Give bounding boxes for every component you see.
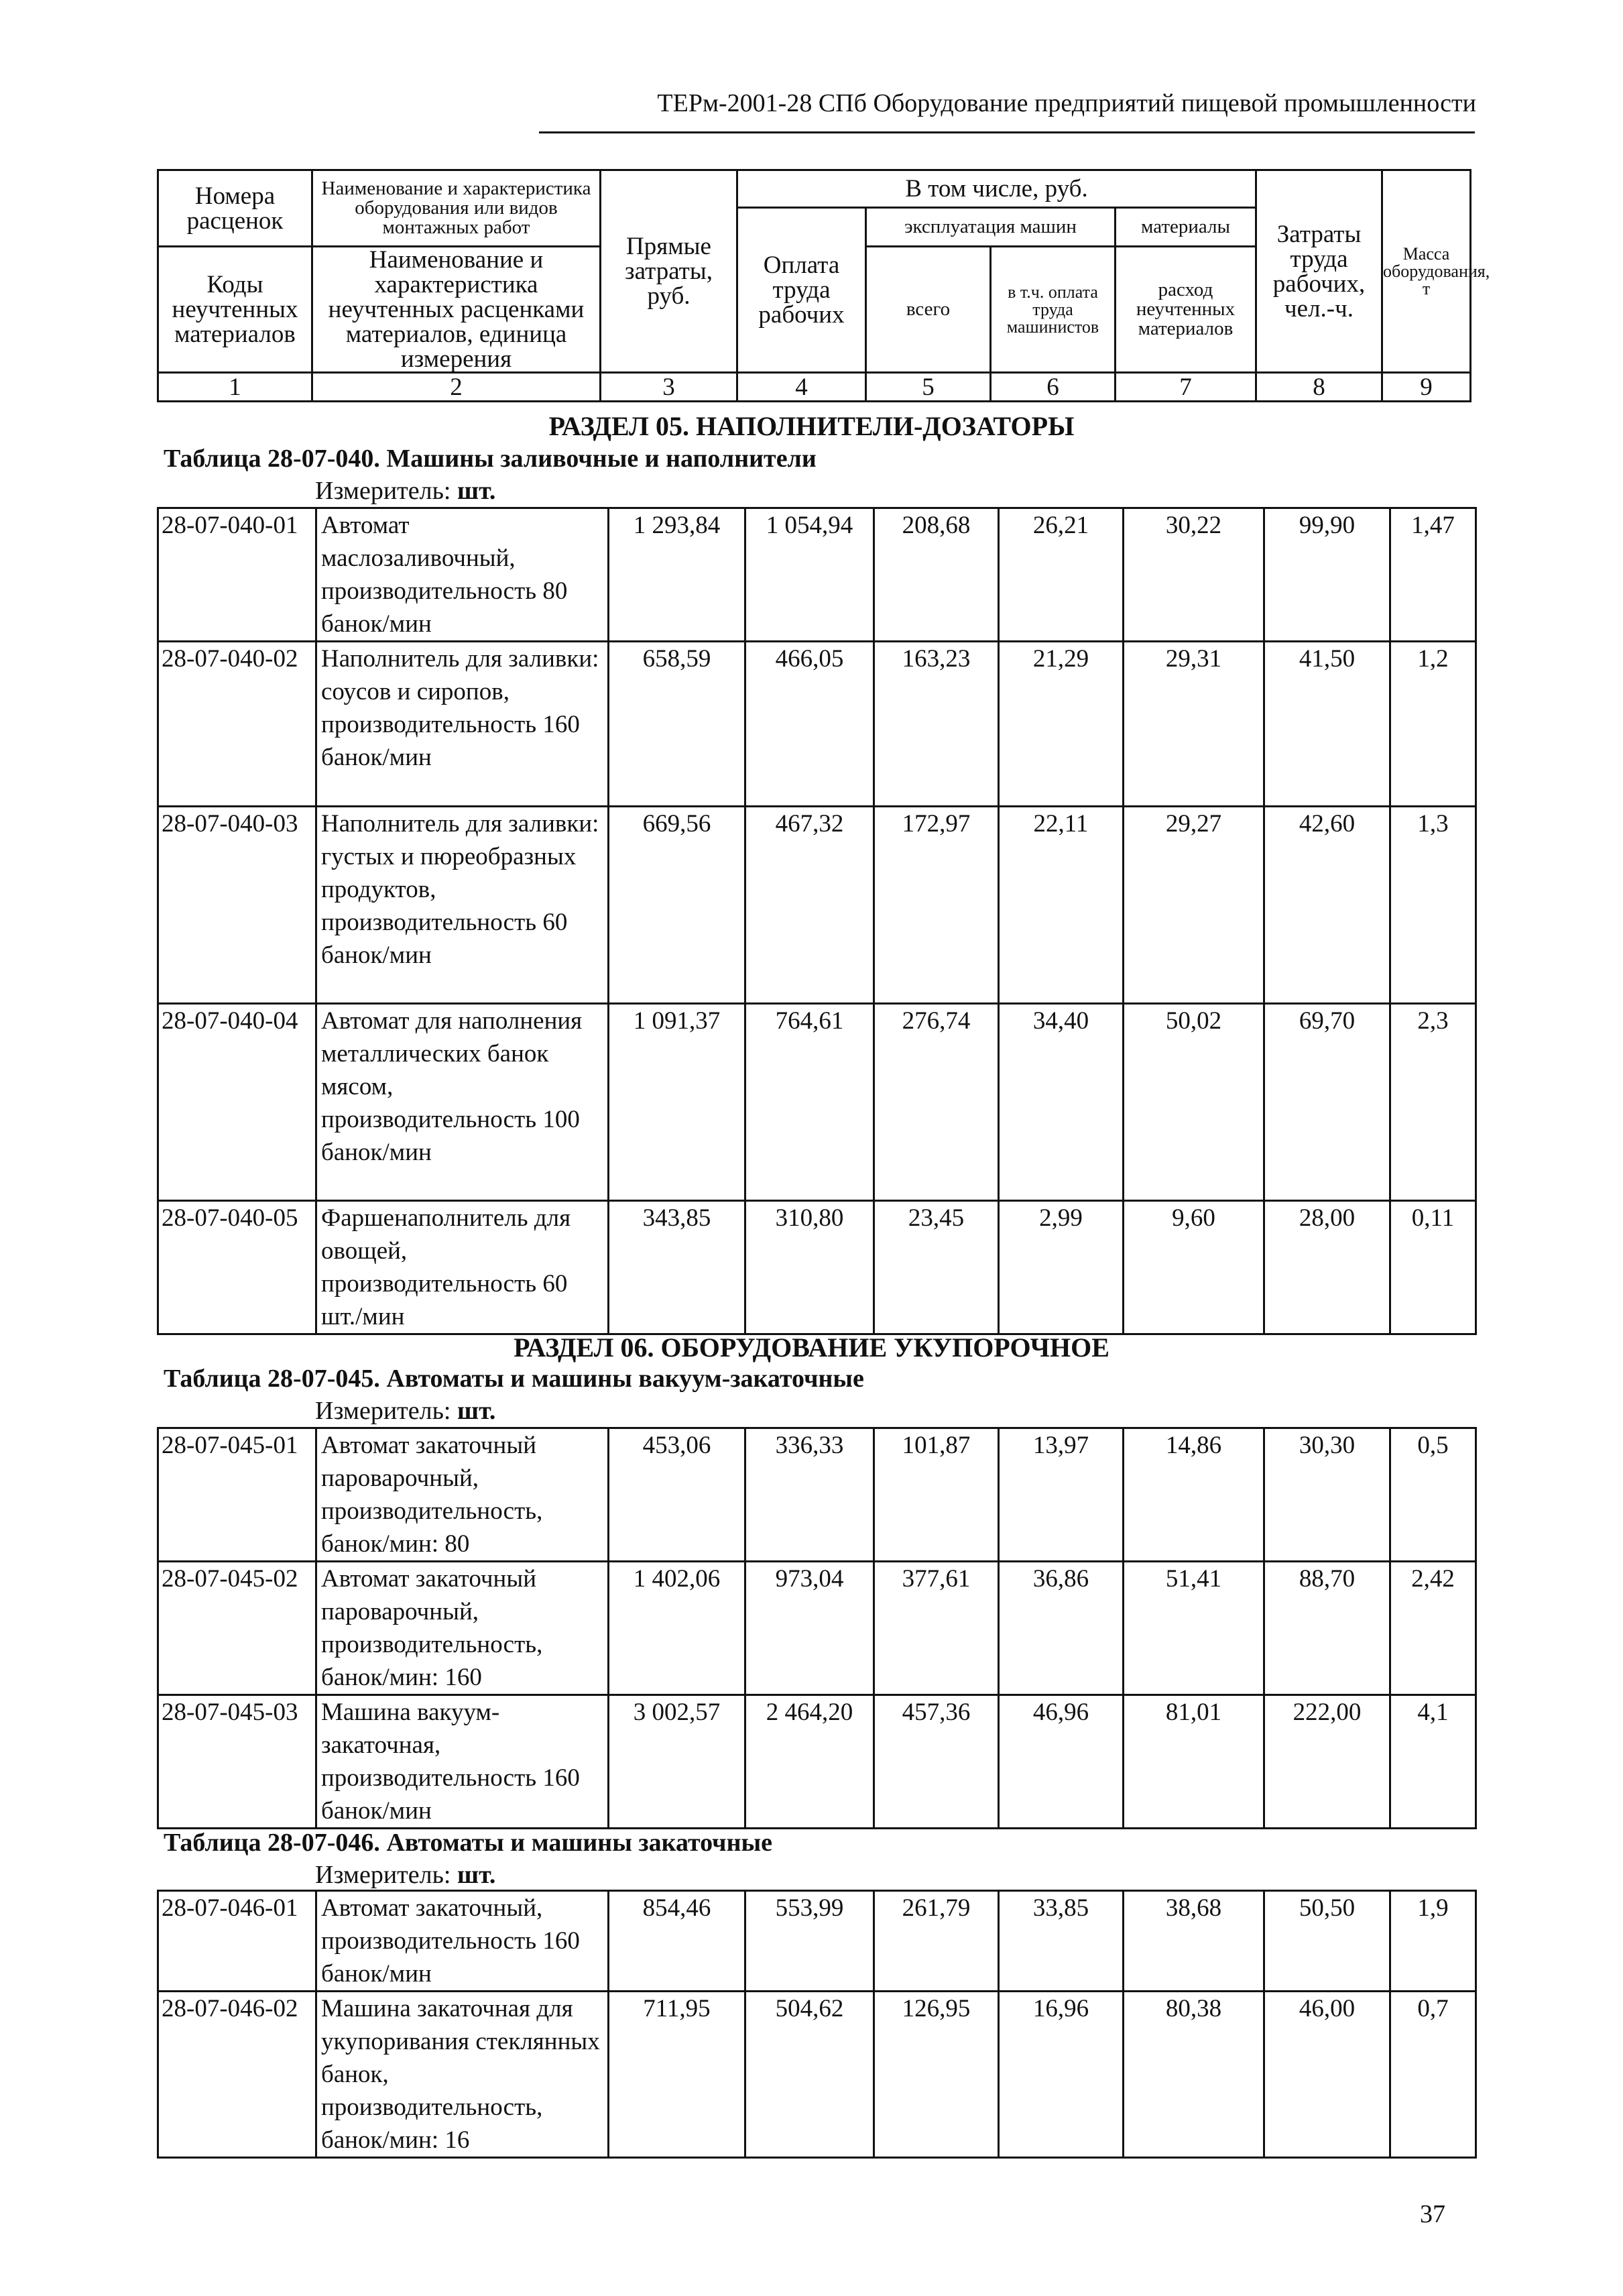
header-rule <box>539 131 1475 133</box>
section-title: РАЗДЕЛ 06. ОБОРУДОВАНИЕ УКУПОРОЧНОЕ <box>514 1332 1109 1363</box>
column-number: 4 <box>737 373 866 402</box>
direct-costs: 343,85 <box>609 1201 745 1334</box>
labor-pay: 336,33 <box>745 1428 874 1562</box>
rate-code: 28-07-046-01 <box>158 1891 316 1992</box>
machinist-pay: 21,29 <box>999 642 1124 807</box>
machine-total: 457,36 <box>874 1695 999 1829</box>
direct-costs: 1 293,84 <box>609 508 745 642</box>
table-row <box>158 807 1476 1004</box>
rate-code: 28-07-040-02 <box>158 642 316 807</box>
materials: 80,38 <box>1124 1992 1264 2158</box>
header-direct-costs: Прямые затраты, руб. <box>601 170 737 373</box>
machinist-pay: 22,11 <box>999 807 1124 1004</box>
rate-code: 28-07-045-03 <box>158 1695 316 1829</box>
machine-total: 101,87 <box>874 1428 999 1562</box>
labor-hours: 69,70 <box>1264 1004 1390 1201</box>
header-work-name: Наименование и характеристика оборудования или видов монтажных работ <box>312 170 601 247</box>
column-number: 5 <box>866 373 991 402</box>
machine-total: 172,97 <box>874 807 999 1004</box>
header-unaccounted-codes: Коды неучтенных материалов <box>158 247 312 373</box>
table-row <box>158 1562 1476 1695</box>
labor-pay: 466,05 <box>745 642 874 807</box>
labor-pay: 504,62 <box>745 1992 874 2158</box>
materials: 30,22 <box>1124 508 1264 642</box>
header-labor-pay: Оплата труда рабочих <box>737 208 866 373</box>
labor-hours: 222,00 <box>1264 1695 1390 1829</box>
header-machine-ops: эксплуатация машин <box>866 208 1116 247</box>
machine-total: 276,74 <box>874 1004 999 1201</box>
labor-pay: 973,04 <box>745 1562 874 1695</box>
machinist-pay: 26,21 <box>999 508 1124 642</box>
column-number: 1 <box>158 373 312 402</box>
rate-code: 28-07-040-03 <box>158 807 316 1004</box>
rate-code: 28-07-040-01 <box>158 508 316 642</box>
labor-pay: 2 464,20 <box>745 1695 874 1829</box>
labor-pay: 467,32 <box>745 807 874 1004</box>
equipment-mass: 0,5 <box>1390 1428 1476 1562</box>
direct-costs: 1 091,37 <box>609 1004 745 1201</box>
table-row <box>158 1201 1476 1334</box>
direct-costs: 669,56 <box>609 807 745 1004</box>
labor-pay: 1 054,94 <box>745 508 874 642</box>
table-row <box>158 1428 1476 1562</box>
header-materials-usage: расход неучтенных материалов <box>1116 247 1256 373</box>
machinist-pay: 16,96 <box>999 1992 1124 2158</box>
equipment-mass: 4,1 <box>1390 1695 1476 1829</box>
materials: 14,86 <box>1124 1428 1264 1562</box>
column-number: 3 <box>601 373 737 402</box>
machine-total: 377,61 <box>874 1562 999 1695</box>
materials: 38,68 <box>1124 1891 1264 1992</box>
rates-table-28-07-046 <box>157 1890 1477 2159</box>
labor-hours: 99,90 <box>1264 508 1390 642</box>
machinist-pay: 46,96 <box>999 1695 1124 1829</box>
equipment-mass: 1,9 <box>1390 1891 1476 1992</box>
table-row <box>158 508 1476 642</box>
machinist-pay: 36,86 <box>999 1562 1124 1695</box>
machine-total: 23,45 <box>874 1201 999 1334</box>
header-machine-total: всего <box>866 247 991 373</box>
header-labor-hours: Затраты труда рабочих, чел.-ч. <box>1256 170 1382 373</box>
labor-hours: 41,50 <box>1264 642 1390 807</box>
labor-hours: 50,50 <box>1264 1891 1390 1992</box>
equipment-mass: 2,3 <box>1390 1004 1476 1201</box>
column-number: 6 <box>991 373 1116 402</box>
section-title: РАЗДЕЛ 05. НАПОЛНИТЕЛИ-ДОЗАТОРЫ <box>548 411 1075 441</box>
materials: 9,60 <box>1124 1201 1264 1334</box>
column-number: 7 <box>1116 373 1256 402</box>
direct-costs: 854,46 <box>609 1891 745 1992</box>
equipment-mass: 0,7 <box>1390 1992 1476 2158</box>
direct-costs: 658,59 <box>609 642 745 807</box>
table-title: Таблица 28-07-040. Машины заливочные и наполнители <box>164 445 817 473</box>
rate-name: Автомат закаточный, производительность 160 банок/мин <box>316 1891 609 1992</box>
rate-name: Автомат закаточный пароварочный, производительность, банок/мин: 160 <box>316 1562 609 1695</box>
equipment-mass: 0,11 <box>1390 1201 1476 1334</box>
labor-hours: 42,60 <box>1264 807 1390 1004</box>
rate-code: 28-07-045-02 <box>158 1562 316 1695</box>
direct-costs: 711,95 <box>609 1992 745 2158</box>
machinist-pay: 33,85 <box>999 1891 1124 1992</box>
direct-costs: 1 402,06 <box>609 1562 745 1695</box>
materials: 29,31 <box>1124 642 1264 807</box>
machine-total: 163,23 <box>874 642 999 807</box>
header-equipment-mass: Масса оборудования, т <box>1382 170 1471 373</box>
unit-line: Измеритель: шт. <box>315 477 496 505</box>
rate-name: Автомат для наполнения металлических банок мясом, производительность 100 банок/мин <box>316 1004 609 1201</box>
column-number: 2 <box>312 373 601 402</box>
direct-costs: 453,06 <box>609 1428 745 1562</box>
rates-table-28-07-045 <box>157 1427 1477 1829</box>
rate-name: Машина закаточная для укупоривания стеклянных банок, производительность, банок/мин: 16 <box>316 1992 609 2158</box>
rate-name: Наполнитель для заливки: соусов и сиропов, производительность 160 банок/мин <box>316 642 609 807</box>
labor-hours: 46,00 <box>1264 1992 1390 2158</box>
rate-name: Наполнитель для заливки: густых и пюреобразных продуктов, производительность 60 банок/мин <box>316 807 609 1004</box>
materials: 81,01 <box>1124 1695 1264 1829</box>
table-row <box>158 1004 1476 1201</box>
rate-code: 28-07-045-01 <box>158 1428 316 1562</box>
rate-code: 28-07-040-04 <box>158 1004 316 1201</box>
table-row <box>158 1695 1476 1829</box>
column-number: 8 <box>1256 373 1382 402</box>
table-title: Таблица 28-07-045. Автоматы и машины вакуум-закаточные <box>164 1365 864 1393</box>
materials: 51,41 <box>1124 1562 1264 1695</box>
labor-hours: 88,70 <box>1264 1562 1390 1695</box>
machinist-pay: 2,99 <box>999 1201 1124 1334</box>
materials: 29,27 <box>1124 807 1264 1004</box>
labor-hours: 28,00 <box>1264 1201 1390 1334</box>
rate-name: Автомат закаточный пароварочный, производительность, банок/мин: 80 <box>316 1428 609 1562</box>
direct-costs: 3 002,57 <box>609 1695 745 1829</box>
rate-code: 28-07-040-05 <box>158 1201 316 1334</box>
column-header-table <box>157 169 1490 402</box>
column-number-row <box>158 373 1471 402</box>
rate-name: Машина вакуум-закаточная, производительность 160 банок/мин <box>316 1695 609 1829</box>
machine-total: 208,68 <box>874 508 999 642</box>
header-machinist-pay: в т.ч. оплата труда машинистов <box>991 247 1116 373</box>
table-row <box>158 642 1476 807</box>
labor-pay: 553,99 <box>745 1891 874 1992</box>
unit-line: Измеритель: шт. <box>315 1861 496 1889</box>
machine-total: 261,79 <box>874 1891 999 1992</box>
equipment-mass: 1,47 <box>1390 508 1476 642</box>
equipment-mass: 1,3 <box>1390 807 1476 1004</box>
machinist-pay: 13,97 <box>999 1428 1124 1562</box>
rate-name: Фаршенаполнитель для овощей, производительность 60 шт./мин <box>316 1201 609 1334</box>
labor-hours: 30,30 <box>1264 1428 1390 1562</box>
labor-pay: 764,61 <box>745 1004 874 1201</box>
table-title: Таблица 28-07-046. Автоматы и машины закаточные <box>164 1829 773 1857</box>
machinist-pay: 34,40 <box>999 1004 1124 1201</box>
rate-name: Автомат маслозаливочный, производительность 80 банок/мин <box>316 508 609 642</box>
labor-pay: 310,80 <box>745 1201 874 1334</box>
rate-code: 28-07-046-02 <box>158 1992 316 2158</box>
equipment-mass: 2,42 <box>1390 1562 1476 1695</box>
header-rate-numbers: Номера расценок <box>158 170 312 247</box>
unit-line: Измеритель: шт. <box>315 1397 496 1425</box>
running-head: ТЕРм-2001-28 СПб Оборудование предприятий пищевой промышленности <box>657 89 1476 117</box>
table-row <box>158 1992 1476 2158</box>
rates-table-28-07-040 <box>157 507 1477 1335</box>
page-number: 37 <box>1420 2200 1445 2228</box>
machine-total: 126,95 <box>874 1992 999 2158</box>
table-row <box>158 1891 1476 1992</box>
header-materials: материалы <box>1116 208 1256 247</box>
header-including: В том числе, руб. <box>737 170 1256 208</box>
materials: 50,02 <box>1124 1004 1264 1201</box>
header-material-name: Наименование и характеристика неучтенных расценками материалов, единица измерения <box>312 247 601 373</box>
equipment-mass: 1,2 <box>1390 642 1476 807</box>
column-number: 9 <box>1382 373 1471 402</box>
